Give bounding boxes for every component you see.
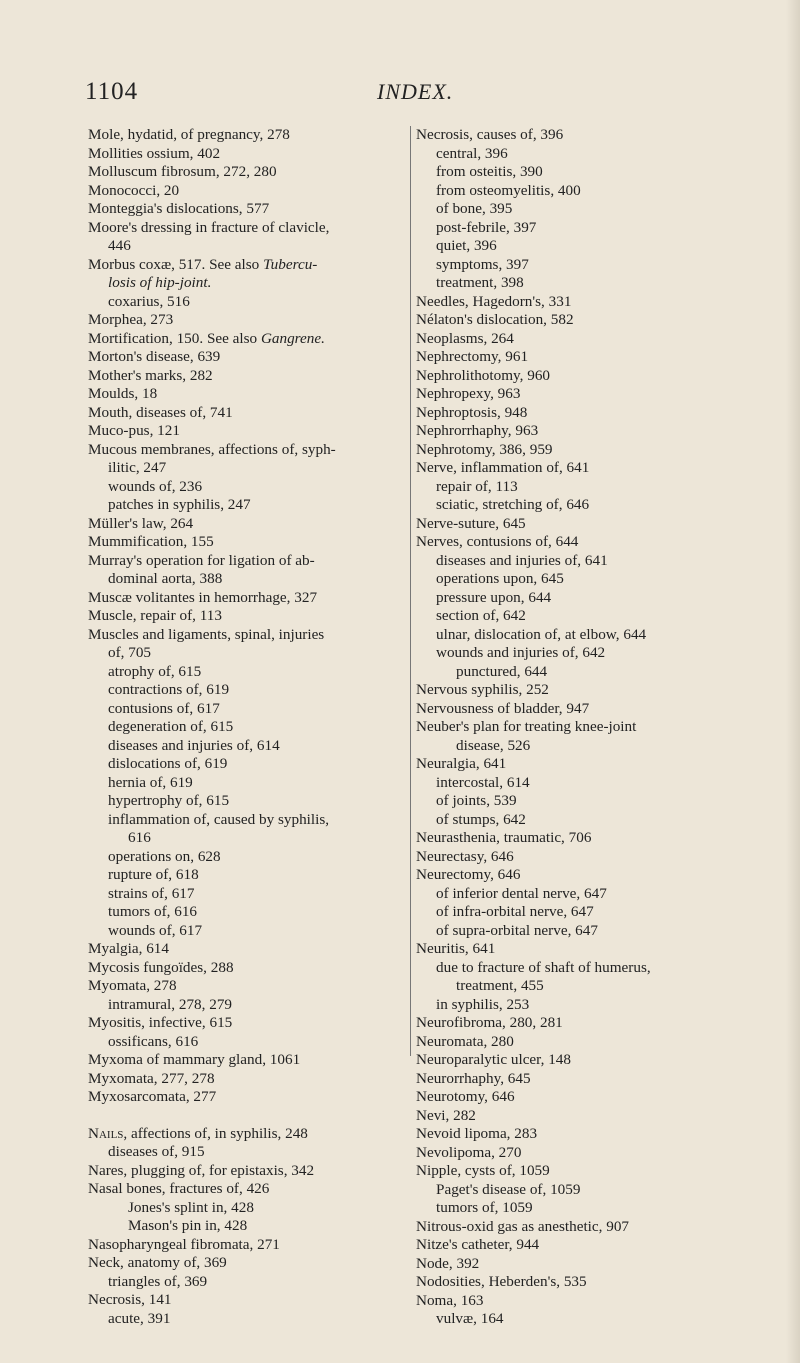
index-entry: 616	[128, 829, 151, 846]
index-entry: Nevi, 282	[416, 1106, 476, 1124]
page-number: 1104	[85, 78, 139, 105]
index-entry: section of, 642	[436, 607, 526, 624]
index-entry: pressure upon, 644	[436, 588, 552, 606]
index-entry: from osteitis, 390	[436, 163, 543, 180]
index-entry: Neurasthenia, traumatic, 706	[416, 829, 592, 846]
index-entry: operations upon, 645	[436, 570, 564, 587]
index-entry: Morton's disease, 639	[88, 348, 221, 365]
index-entry: Nervous syphilis, 252	[416, 681, 549, 698]
index-entry: Mycosis fungoïdes, 288	[88, 958, 234, 976]
index-column-right	[416, 126, 734, 1329]
index-entry: intramural, 278, 279	[108, 995, 233, 1013]
index-entry: Monococci, 20	[88, 181, 180, 199]
index-entry: Muscle, repair of, 113	[88, 607, 222, 624]
index-entry: Nevolipoma, 270	[416, 1143, 522, 1161]
index-entry: Myomata, 278	[88, 977, 177, 994]
index-entry: dominal aorta, 388	[108, 570, 223, 587]
index-entry: Necrosis, 141	[88, 1291, 172, 1308]
index-entry: Nephrectomy, 961	[416, 348, 529, 365]
index-entry: patches in syphilis, 247	[108, 496, 251, 513]
index-entry: Neuromata, 280	[416, 1032, 514, 1050]
index-entry: ossificans, 616	[108, 1032, 199, 1050]
index-entry: of bone, 395	[436, 200, 513, 217]
index-entry: Myxomata, 277, 278	[88, 1069, 215, 1087]
index-entry: Neuralgia, 641	[416, 755, 507, 772]
index-entry: Neurofibroma, 280, 281	[416, 1014, 563, 1031]
index-entry: tumors of, 616	[108, 903, 198, 920]
index-entry: Mole, hydatid, of pregnancy, 278	[88, 126, 290, 143]
index-entry: Nephroptosis, 948	[416, 403, 528, 421]
index-entry: Neuber's plan for treating knee-joint	[416, 718, 637, 735]
index-entry: ulnar, dislocation of, at elbow, 644	[436, 625, 647, 643]
index-entry: Neoplasms, 264	[416, 329, 514, 347]
index-entry: Mortification, 150. See also Gangrene.	[88, 329, 325, 347]
index-entry: Nasal bones, fractures of, 426	[88, 1180, 270, 1197]
index-entry: Nevoid lipoma, 283	[416, 1125, 538, 1142]
index-entry: Nervousness of bladder, 947	[416, 699, 590, 717]
index-entry: Nephropexy, 963	[416, 385, 521, 402]
index-entry: treatment, 455	[456, 977, 544, 994]
index-entry: contractions of, 619	[108, 681, 230, 698]
index-entry: Jones's splint in, 428	[128, 1198, 254, 1216]
index-entry: Mouth, diseases of, 741	[88, 403, 233, 421]
index-entry: Nares, plugging of, for epistaxis, 342	[88, 1161, 315, 1179]
index-entry: Nodosities, Heberden's, 535	[416, 1273, 587, 1290]
index-entry: Nipple, cysts of, 1059	[416, 1162, 550, 1179]
index-entry: inflammation of, caused by syphilis,	[108, 810, 330, 828]
index-entry: wounds of, 617	[108, 921, 203, 939]
index-entry: in syphilis, 253	[436, 995, 530, 1013]
index-entry: Morphea, 273	[88, 311, 174, 328]
index-entry: degeneration of, 615	[108, 718, 234, 735]
index-entry: Nerves, contusions of, 644	[416, 533, 579, 550]
index-entry: atrophy of, 615	[108, 662, 202, 680]
index-entry: coxarius, 516	[108, 292, 190, 310]
index-entry: sciatic, stretching of, 646	[436, 496, 590, 513]
index-entry: ilitic, 247	[108, 459, 167, 476]
index-entry: of joints, 539	[436, 792, 517, 809]
index-entry: Müller's law, 264	[88, 514, 194, 532]
index-entry: Myxoma of mammary gland, 1061	[88, 1051, 301, 1068]
index-entry: due to fracture of shaft of humerus,	[436, 958, 651, 976]
index-entry: Neurorrhaphy, 645	[416, 1069, 531, 1087]
index-entry: operations on, 628	[108, 847, 221, 865]
index-entry: of infra-orbital nerve, 647	[436, 903, 594, 920]
index-entry: Nephrotomy, 386, 959	[416, 440, 553, 458]
index-entry: diseases and injuries of, 614	[108, 736, 280, 754]
index-entry: rupture of, 618	[108, 866, 199, 883]
index-entry: of supra-orbital nerve, 647	[436, 921, 598, 939]
index-entry: Mason's pin in, 428	[128, 1217, 248, 1234]
index-entry: punctured, 644	[456, 662, 548, 680]
index-entry: Myalgia, 614	[88, 940, 169, 957]
index-entry: of, 705	[108, 644, 152, 661]
index-entry: Muscæ volitantes in hemorrhage, 327	[88, 588, 318, 606]
index-entry: strains of, 617	[108, 884, 195, 902]
index-entry: post-febrile, 397	[436, 218, 537, 236]
index-entry: Nélaton's dislocation, 582	[416, 311, 574, 328]
index-entry: Muscles and ligaments, spinal, injuries	[88, 625, 325, 643]
index-entry: of inferior dental nerve, 647	[436, 884, 607, 902]
index-entry: Moulds, 18	[88, 385, 158, 402]
index-entry: Mollities ossium, 402	[88, 144, 221, 162]
index-entry: Monteggia's dislocations, 577	[88, 200, 270, 217]
index-entry: dislocations of, 619	[108, 755, 228, 772]
index-entry: Muco-pus, 121	[88, 422, 180, 439]
index-entry: Nitrous-oxid gas as anesthetic, 907	[416, 1217, 630, 1235]
index-entry: hypertrophy of, 615	[108, 792, 230, 809]
index-entry: repair of, 113	[436, 477, 518, 495]
index-entry: disease, 526	[456, 736, 531, 754]
index-entry: diseases of, 915	[108, 1143, 205, 1160]
index-column-left	[88, 126, 406, 1328]
index-entry: Neurectasy, 646	[416, 847, 514, 865]
page-header	[85, 78, 725, 108]
index-entry: Nitze's catheter, 944	[416, 1236, 540, 1253]
index-entry: diseases and injuries of, 641	[436, 551, 608, 569]
index-entry: Neuritis, 641	[416, 940, 496, 957]
index-entry: intercostal, 614	[436, 773, 530, 791]
index-entry: contusions of, 617	[108, 699, 220, 717]
index-entry: Mummification, 155	[88, 533, 214, 550]
index-entry: vulvæ, 164	[436, 1310, 504, 1327]
index-entry: Noma, 163	[416, 1291, 484, 1309]
index-entry: Nails, affections of, in syphilis, 248	[88, 1124, 308, 1142]
index-entry: treatment, 398	[436, 274, 524, 291]
index-entry: Nerve, inflammation of, 641	[416, 459, 590, 476]
index-entry: symptoms, 397	[436, 255, 529, 273]
page-edge-shadow	[786, 0, 800, 1363]
index-entry: wounds and injuries of, 642	[436, 644, 606, 661]
index-entry: Neurotomy, 646	[416, 1088, 515, 1105]
index-entry: Molluscum fibrosum, 272, 280	[88, 163, 277, 180]
index-entry: from osteomyelitis, 400	[436, 181, 581, 199]
index-entry: Mother's marks, 282	[88, 366, 213, 384]
index-entry: Paget's disease of, 1059	[436, 1180, 581, 1198]
index-entry: Myxosarcomata, 277	[88, 1088, 217, 1105]
index-entry: Neuroparalytic ulcer, 148	[416, 1051, 571, 1068]
index-entry: Mucous membranes, affections of, syph-	[88, 440, 336, 458]
index-entry: Myositis, infective, 615	[88, 1014, 233, 1031]
index-entry: Necrosis, causes of, 396	[416, 126, 564, 143]
column-divider	[410, 126, 411, 1056]
index-entry: of stumps, 642	[436, 810, 526, 828]
index-entry: acute, 391	[108, 1309, 171, 1327]
index-entry: Nerve-suture, 645	[416, 514, 526, 532]
index-entry: quiet, 396	[436, 237, 497, 254]
index-entry: triangles of, 369	[108, 1272, 208, 1290]
index-entry: Needles, Hagedorn's, 331	[416, 292, 572, 310]
index-entry: central, 396	[436, 144, 508, 162]
index-entry: Morbus coxæ, 517. See also Tubercu-	[88, 255, 318, 273]
index-entry: hernia of, 619	[108, 773, 193, 791]
running-head: INDEX.	[377, 79, 454, 104]
index-entry: Moore's dressing in fracture of clavicle,	[88, 218, 330, 236]
index-entry: tumors of, 1059	[436, 1199, 533, 1216]
index-entry: Nasopharyngeal fibromata, 271	[88, 1235, 280, 1253]
index-entry: Nephrolithotomy, 960	[416, 366, 551, 384]
index-entry: losis of hip-joint.	[108, 274, 212, 291]
index-entry: Neurectomy, 646	[416, 866, 521, 883]
index-entry: Murray's operation for ligation of ab-	[88, 551, 315, 569]
index-entry: Nephrorrhaphy, 963	[416, 422, 539, 439]
index-entry: Neck, anatomy of, 369	[88, 1254, 227, 1271]
index-entry: 446	[108, 237, 131, 254]
index-entry: Node, 392	[416, 1254, 480, 1272]
index-entry: wounds of, 236	[108, 477, 203, 495]
